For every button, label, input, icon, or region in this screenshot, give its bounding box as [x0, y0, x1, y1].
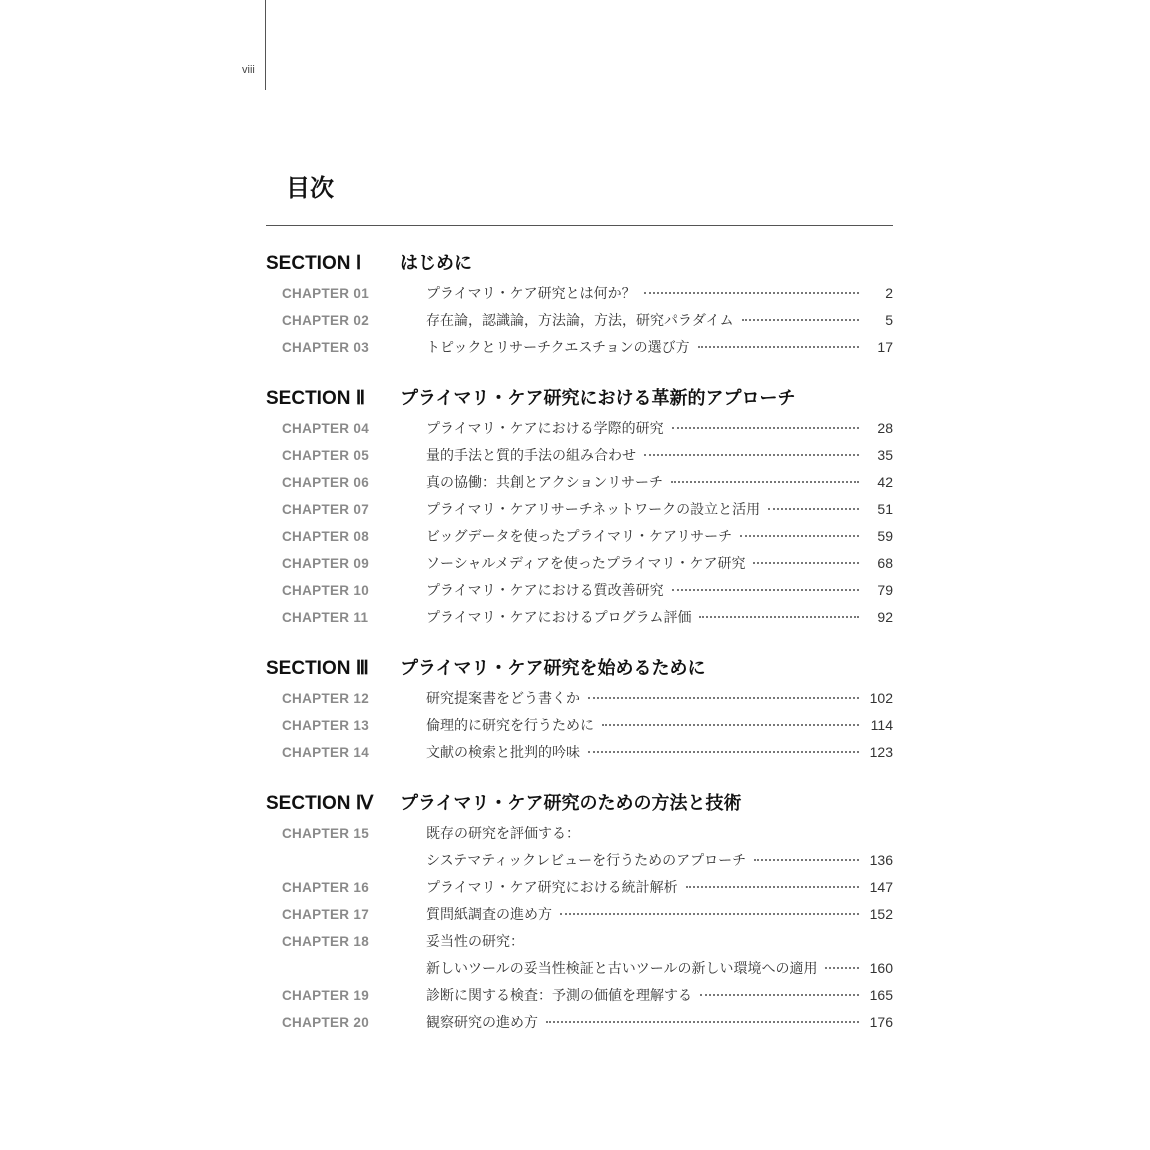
- chapter-title: ソーシャルメディアを使ったプライマリ・ケア研究: [426, 556, 746, 572]
- chapter-title: 質問紙調査の進め方: [426, 907, 552, 923]
- dot-leader: [699, 615, 859, 618]
- toc-entry[interactable]: [266, 1009, 893, 1036]
- chapter-label: CHAPTER 01: [282, 286, 370, 301]
- toc-entry[interactable]: [266, 523, 893, 550]
- chapter-label: CHAPTER 12: [282, 691, 370, 706]
- entry-text: [426, 523, 893, 551]
- chapter-title: プライマリ・ケア研究とは何か？: [426, 286, 636, 302]
- chapter-label: CHAPTER 17: [282, 907, 370, 922]
- chapter-label: CHAPTER 02: [282, 313, 370, 328]
- chapter-label: CHAPTER 07: [282, 502, 370, 517]
- dot-leader: [740, 534, 859, 537]
- entry-text: [426, 415, 893, 443]
- chapter-label: CHAPTER 13: [282, 718, 370, 733]
- chapter-title: 研究提案書をどう書くか: [426, 691, 580, 707]
- dot-leader: [671, 480, 859, 483]
- section-heading: [266, 383, 893, 415]
- section-heading: [266, 788, 893, 820]
- chapter-page: 123: [869, 744, 893, 760]
- entry-text: [426, 955, 893, 983]
- chapter-title: 文献の検索と批判的吟味: [426, 745, 580, 761]
- entry-text: [426, 874, 893, 902]
- chapter-label: CHAPTER 04: [282, 421, 370, 436]
- entry-text: [426, 307, 893, 335]
- entry-text: [426, 982, 893, 1010]
- chapter-title: プライマリ・ケアにおけるプログラム評価: [426, 610, 692, 626]
- entry-text: [426, 280, 893, 308]
- chapter-label: CHAPTER 05: [282, 448, 370, 463]
- toc-entry-continued[interactable]: [266, 955, 893, 982]
- chapter-title: ビッグデータを使ったプライマリ・ケアリサーチ: [426, 529, 733, 545]
- chapter-page: 92: [877, 609, 893, 625]
- page-title: 目次: [286, 174, 334, 202]
- dot-leader: [588, 696, 859, 699]
- toc-section: [266, 653, 893, 766]
- chapter-label: CHAPTER 18: [282, 934, 370, 949]
- section-label: SECTION Ⅳ: [266, 793, 374, 814]
- entry-text: [426, 604, 893, 632]
- toc-section: [266, 788, 893, 1036]
- dot-leader: [768, 507, 859, 510]
- chapter-page: 114: [870, 717, 893, 733]
- dot-leader: [742, 318, 859, 321]
- chapter-page: 68: [877, 555, 893, 571]
- toc-entry[interactable]: [266, 928, 893, 955]
- chapter-title: トピックとリサーチクエスチョンの選び方: [426, 340, 690, 356]
- chapter-label: CHAPTER 03: [282, 340, 370, 355]
- toc-entry[interactable]: [266, 874, 893, 901]
- page-number: viii: [242, 64, 255, 76]
- chapter-label: CHAPTER 06: [282, 475, 370, 490]
- toc-entry[interactable]: [266, 280, 893, 307]
- section-heading: [266, 248, 893, 280]
- entry-text: [426, 442, 893, 470]
- chapter-title: 観察研究の進め方: [426, 1015, 538, 1031]
- entry-text: [426, 847, 893, 875]
- chapter-title: 既存の研究を評価する：: [426, 826, 580, 842]
- chapter-page: 147: [869, 879, 893, 895]
- toc-entry[interactable]: [266, 496, 893, 523]
- section-title: はじめに: [400, 253, 472, 274]
- chapter-page: 42: [877, 474, 893, 490]
- title-divider: [266, 225, 893, 226]
- entry-text: [426, 712, 893, 740]
- entry-text: [426, 334, 893, 362]
- toc-entry[interactable]: [266, 442, 893, 469]
- dot-leader: [686, 885, 859, 888]
- chapter-page: 136: [869, 852, 893, 868]
- toc-entry[interactable]: [266, 334, 893, 361]
- entry-text: [426, 739, 893, 767]
- entry-text: [426, 901, 893, 929]
- entry-text: [426, 496, 893, 524]
- chapter-label: CHAPTER 11: [282, 610, 369, 625]
- toc-entry[interactable]: [266, 415, 893, 442]
- chapter-title: 存在論，認識論，方法論，方法，研究パラダイム: [426, 313, 734, 329]
- toc-entry[interactable]: [266, 469, 893, 496]
- toc-entry[interactable]: [266, 307, 893, 334]
- section-label: SECTION Ⅱ: [266, 388, 366, 409]
- margin-rule: [265, 0, 266, 90]
- chapter-title: プライマリ・ケア研究における統計解析: [426, 880, 678, 896]
- chapter-page: 35: [877, 447, 893, 463]
- dot-leader: [644, 453, 859, 456]
- section-label: SECTION Ⅰ: [266, 253, 362, 274]
- dot-leader: [644, 291, 859, 294]
- chapter-title: 診断に関する検査：予測の価値を理解する: [426, 988, 692, 1004]
- toc-entry[interactable]: [266, 982, 893, 1009]
- section-title: プライマリ・ケア研究を始めるために: [400, 658, 706, 679]
- chapter-label: CHAPTER 16: [282, 880, 370, 895]
- toc-entry[interactable]: [266, 577, 893, 604]
- dot-leader: [560, 912, 859, 915]
- dot-leader: [672, 588, 859, 591]
- chapter-label: CHAPTER 15: [282, 826, 370, 841]
- chapter-subtitle: 新しいツールの妥当性検証と古いツールの新しい環境への適用: [426, 961, 818, 977]
- section-heading: [266, 653, 893, 685]
- dot-leader: [825, 966, 859, 969]
- chapter-subtitle: システマティックレビューを行うためのアプローチ: [426, 853, 747, 869]
- dot-leader: [672, 426, 859, 429]
- entry-text: [426, 685, 893, 713]
- toc-entry[interactable]: [266, 739, 893, 766]
- section-title: プライマリ・ケア研究における革新的アプローチ: [400, 388, 796, 409]
- entry-text: [426, 550, 893, 578]
- chapter-title: プライマリ・ケアリサーチネットワークの設立と活用: [426, 502, 761, 518]
- chapter-label: CHAPTER 10: [282, 583, 370, 598]
- toc-section: [266, 248, 893, 361]
- chapter-page: 152: [869, 906, 893, 922]
- chapter-title: プライマリ・ケアにおける質改善研究: [426, 583, 664, 599]
- section-title: プライマリ・ケア研究のための方法と技術: [400, 793, 742, 814]
- section-label: SECTION Ⅲ: [266, 658, 369, 679]
- chapter-page: 28: [877, 420, 893, 436]
- entry-text: [426, 821, 893, 848]
- chapter-page: 79: [877, 582, 893, 598]
- entry-text: [426, 577, 893, 605]
- dot-leader: [546, 1020, 859, 1023]
- chapter-title: 真の協働：共創とアクションリサーチ: [426, 475, 664, 491]
- chapter-page: 165: [869, 987, 893, 1003]
- chapter-title: プライマリ・ケアにおける学際的研究: [426, 421, 664, 437]
- dot-leader: [588, 750, 859, 753]
- table-of-contents: [266, 248, 893, 1058]
- dot-leader: [698, 345, 859, 348]
- entry-text: [426, 1009, 893, 1037]
- chapter-title: 倫理的に研究を行うために: [426, 718, 594, 734]
- chapter-title: 妥当性の研究：: [426, 934, 524, 950]
- chapter-page: 2: [885, 285, 893, 301]
- chapter-title: 量的手法と質的手法の組み合わせ: [426, 448, 636, 464]
- chapter-label: CHAPTER 19: [282, 988, 370, 1003]
- chapter-page: 5: [885, 312, 893, 328]
- chapter-label: CHAPTER 08: [282, 529, 370, 544]
- toc-entry[interactable]: [266, 550, 893, 577]
- chapter-page: 17: [877, 339, 893, 355]
- entry-text: [426, 469, 893, 497]
- dot-leader: [700, 993, 859, 996]
- chapter-page: 51: [877, 501, 893, 517]
- chapter-page: 59: [877, 528, 893, 544]
- entry-text: [426, 929, 893, 956]
- toc-entry[interactable]: [266, 712, 893, 739]
- toc-entry[interactable]: [266, 820, 893, 847]
- toc-entry-continued[interactable]: [266, 847, 893, 874]
- dot-leader: [754, 858, 859, 861]
- chapter-page: 102: [869, 690, 893, 706]
- chapter-label: CHAPTER 14: [282, 745, 370, 760]
- dot-leader: [602, 723, 859, 726]
- chapter-page: 160: [869, 960, 893, 976]
- toc-section: [266, 383, 893, 631]
- toc-entry[interactable]: [266, 901, 893, 928]
- chapter-label: CHAPTER 09: [282, 556, 370, 571]
- chapter-label: CHAPTER 20: [282, 1015, 370, 1030]
- toc-entry[interactable]: [266, 604, 893, 631]
- toc-entry[interactable]: [266, 685, 893, 712]
- chapter-page: 176: [869, 1014, 893, 1030]
- dot-leader: [753, 561, 859, 564]
